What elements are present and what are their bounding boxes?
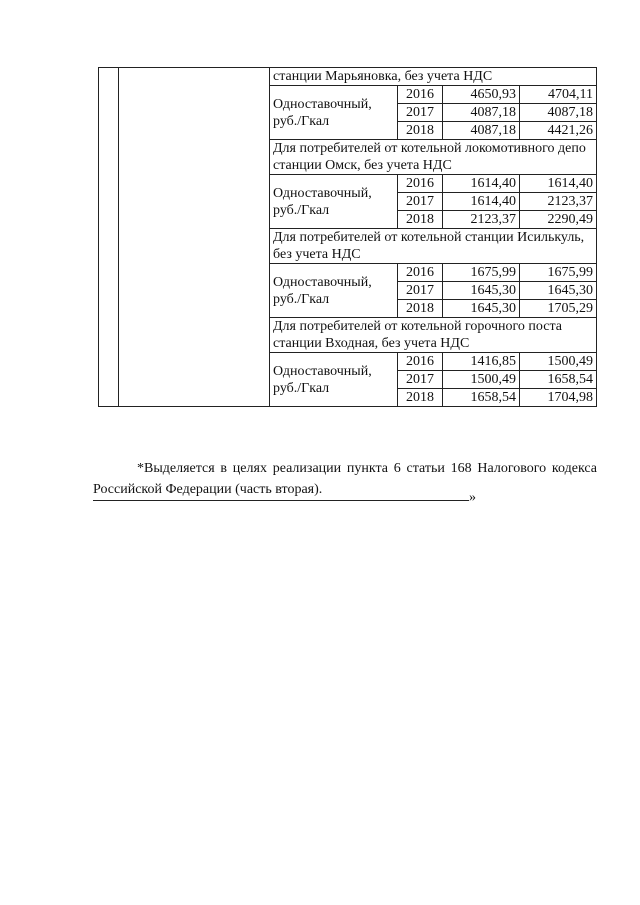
- first-half-value: 1500,49: [443, 371, 520, 389]
- year-cell: 2018: [398, 211, 443, 229]
- second-half-value: 1704,98: [520, 389, 597, 407]
- year-cell: 2017: [398, 371, 443, 389]
- second-half-value: 4087,18: [520, 104, 597, 122]
- group-header: станции Марьяновка, без учета НДС: [270, 68, 597, 86]
- second-half-value: 4421,26: [520, 122, 597, 140]
- first-half-value: 1675,99: [443, 264, 520, 282]
- first-half-value: 1614,40: [443, 193, 520, 211]
- first-half-value: 1645,30: [443, 300, 520, 318]
- second-half-value: 1645,30: [520, 282, 597, 300]
- second-half-value: 1500,49: [520, 353, 597, 371]
- first-half-value: 1614,40: [443, 175, 520, 193]
- year-cell: 2016: [398, 353, 443, 371]
- first-half-value: 4087,18: [443, 104, 520, 122]
- year-cell: 2018: [398, 389, 443, 407]
- footnote: *Выделяется в целях реализации пункта 6 статьи 168 Налогового кодекса Российской Федерации (часть вторая).: [93, 461, 597, 497]
- first-half-value: 4087,18: [443, 122, 520, 140]
- second-half-value: 1705,29: [520, 300, 597, 318]
- year-cell: 2016: [398, 175, 443, 193]
- rate-type: Одноставочный, руб./Гкал: [270, 86, 398, 140]
- group-header-row: [99, 68, 597, 86]
- first-half-value: 1645,30: [443, 282, 520, 300]
- first-half-value: 1416,85: [443, 353, 520, 371]
- second-half-value: 1658,54: [520, 371, 597, 389]
- first-half-value: 2123,37: [443, 211, 520, 229]
- rate-type: Одноставочный, руб./Гкал: [270, 353, 398, 407]
- tariff-table-body: [99, 68, 597, 407]
- rate-type: Одноставочный, руб./Гкал: [270, 264, 398, 318]
- second-half-value: 1675,99: [520, 264, 597, 282]
- year-cell: 2016: [398, 264, 443, 282]
- year-cell: 2018: [398, 122, 443, 140]
- closing-line: [93, 500, 469, 501]
- group-header: Для потребителей от котельной горочного поста станции Входная, без учета НДС: [270, 318, 597, 353]
- tariff-table: [98, 67, 597, 407]
- second-half-value: 2123,37: [520, 193, 597, 211]
- year-cell: 2016: [398, 86, 443, 104]
- group-header: Для потребителей от котельной станции Исилькуль, без учета НДС: [270, 229, 597, 264]
- year-cell: 2018: [398, 300, 443, 318]
- organization-cell: [119, 68, 270, 407]
- second-half-value: 4704,11: [520, 86, 597, 104]
- second-half-value: 2290,49: [520, 211, 597, 229]
- first-half-value: 4650,93: [443, 86, 520, 104]
- year-cell: 2017: [398, 193, 443, 211]
- second-half-value: 1614,40: [520, 175, 597, 193]
- rate-type: Одноставочный, руб./Гкал: [270, 175, 398, 229]
- group-header: Для потребителей от котельной локомотивного депо станции Омск, без учета НДС: [270, 140, 597, 175]
- year-cell: 2017: [398, 282, 443, 300]
- year-cell: 2017: [398, 104, 443, 122]
- first-half-value: 1658,54: [443, 389, 520, 407]
- row-number-cell: [99, 68, 119, 407]
- closing-quote-mark: »: [469, 490, 476, 505]
